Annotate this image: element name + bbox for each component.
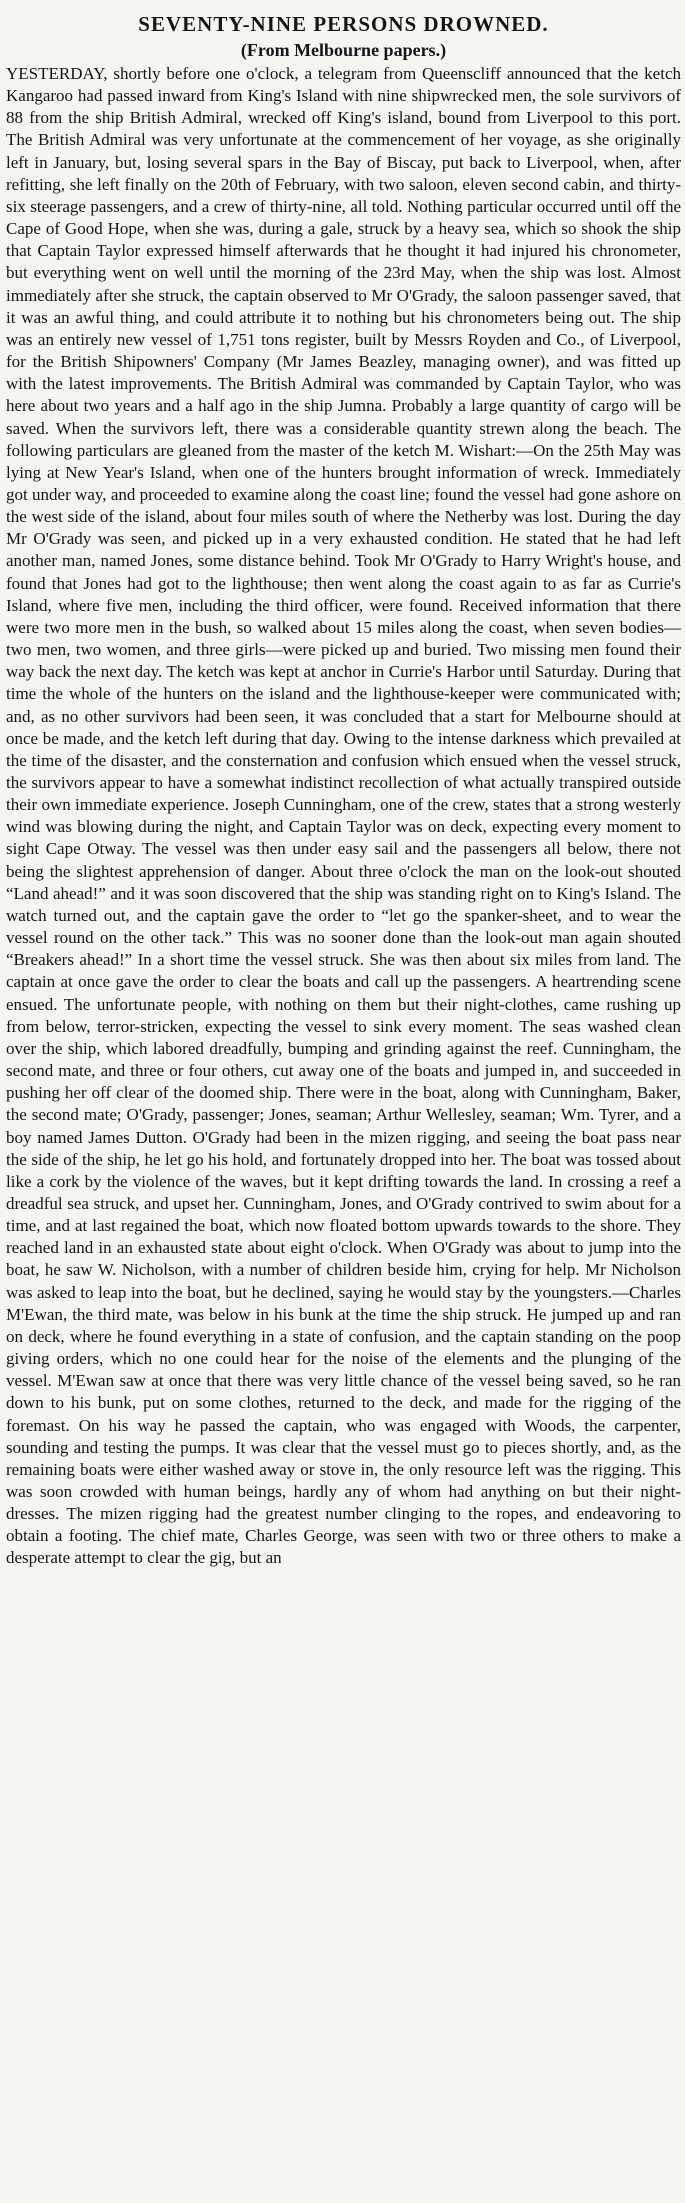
article-headline: SEVENTY-NINE PERSONS DROWNED. <box>138 12 549 36</box>
article-source-line: (From Melbourne papers.) <box>240 40 447 60</box>
article-body: YESTERDAY, shortly before one o'clock, a telegram from Queenscliff announced that the ketch Kangaroo had passed inward from King's Island with nine shipwrecked men, the sole survivors of 88 from the ship British Admiral, wrecked off King's island, bound from Liverpool to this port. The British Admiral was very unfortunate at the commencement of her voyage, as she originally left in January, but, losing several spars in the Bay of Biscay, put back to Liverpool, when, after refitting, she left finally on the 20th of February, with two saloon, eleven second cabin, and thirty-six steerage passengers, and a crew of thirty-nine, all told. Nothing particular occurred until off the Cape of Good Hope, when she was, during a gale, struck by a heavy sea, which so shook the ship that Captain Taylor expressed himself afterwards that he thought it had injured his chronometer, but everything went on well until the morning of the 23rd May, when the ship was lost. Almost immediately after she struck, the captain observed to Mr O'Grady, the saloon passenger saved, that it was an awful thing, and could attribute it to nothing but his chronometers being out. The ship was an entirely new vessel of 1,751 tons register, built by Messrs Royden and Co., of Liverpool, for the British Shipowners' Company (Mr James Beazley, managing owner), and was fitted up with the latest improvements. The British Admiral was commanded by Captain Taylor, who was here about two years and a half ago in the ship Jumna. Probably a large quantity of cargo will be saved. When the survivors left, there was a considerable quantity strewn along the beach. The following particulars are gleaned from the master of the ketch M. Wishart:—On the 25th May was lying at New Year's Island, when one of the hunters brought information of wreck. Immediately got under way, and proceeded to examine along the coast line; found the vessel had gone ashore on the west side of the island, about four miles south of where the Netherby was lost. During the day Mr O'Grady was seen, and picked up in a very exhausted condition. He stated that he had left another man, named Jones, some distance behind. Took Mr O'Grady to Harry Wright's house, and found that Jones had got to the lighthouse; then went along the coast again to as far as Currie's Island, where five men, including the third officer, were found. Received information that there were two more men in the bush, so walked about 15 miles along the coast, when seven bodies—two men, two women, and three girls—were picked up and buried. Two missing men found their way back the next day. The ketch was kept at anchor in Currie's Harbor until Saturday. During that time the whole of the hunters on the island and the lighthouse-keeper were communicated with; and, as no other survivors had been seen, it was concluded that a start for Melbourne should at once be made, and the ketch left during that day. Owing to the intense darkness which prevailed at the time of the disaster, and the consternation and confusion which ensued when the vessel struck, the survivors appear to have a somewhat indistinct recollection of what actually transpired outside their own immediate experience. Joseph Cunningham, one of the crew, states that a strong westerly wind was blowing during the night, and Captain Taylor was on deck, expecting every moment to sight Cape Otway. The vessel was then under easy sail and the passengers all below, there not being the slightest apprehension of danger. About three o'clock the man on the look-out shouted “Land ahead!” and it was soon discovered that the ship was standing right on to King's Island. The watch turned out, and the captain gave the order to “let go the spanker-sheet, and to wear the vessel round on the other tack.” This was no sooner done than the look-out man again shouted “Breakers ahead!” In a short time the vessel struck. She was then about six miles from land. The captain at once gave the order to clear the boats and call up the passengers. A heartrending scene ensued. The unfortunate people, with nothing on them but their night-clothes, came rushing up from below, terror-stricken, expecting the vessel to sink every moment. The seas washed clean over the ship, which labored dreadfully, bumping and grinding against the reef. Cunningham, the second mate, and three or four others, cut away one of the boats and jumped in, and succeeded in pushing her off clear of the doomed ship. There were in the boat, along with Cunningham, Baker, the second mate; O'Grady, passenger; Jones, seaman; Arthur Wellesley, seaman; Wm. Tyrer, and a boy named James Dutton. O'Grady had been in the mizen rigging, and seeing the boat pass near the side of the ship, he let go his hold, and fortunately dropped into her. The boat was tossed about like a cork by the violence of the waves, but it kept drifting towards the land. In crossing a reef a dreadful sea struck, and upset her. Cunningham, Jones, and O'Grady contrived to swim about for a time, and at last regained the boat, which now floated bottom upwards towards to the shore. They reached land in an exhausted state about eight o'clock. When O'Grady was about to jump into the boat, he saw W. Nicholson, with a number of children beside him, crying for help. Mr Nicholson was asked to leap into the boat, but he declined, saying he would stay by the youngsters.—Charles M'Ewan, the third mate, was below in his bunk at the time the ship struck. He jumped up and ran on deck, where he found everything in a state of confusion, and the captain standing on the poop giving orders, which no one could hear for the noise of the elements and the plunging of the vessel. M'Ewan saw at once that there was very little chance of the vessel being saved, so he ran down to his bunk, put on some clothes, returned to the deck, and made for the rigging of the foremast. On his way he passed the captain, who was engaged with Woods, the carpenter, sounding and testing the pumps. It was clear that the vessel must go to pieces shortly, and, as the remaining boats were either washed away or stove in, the only resource left was the rigging. This was soon crowded with human beings, hardly any of whom had anything on but their night-dresses. The mizen rigging had the greatest number clinging to the ropes, and endeavoring to obtain a footing. The chief mate, Charles George, was seen with two or three others to make a desperate attempt to clear the gig, but an <box>6 64 681 1568</box>
